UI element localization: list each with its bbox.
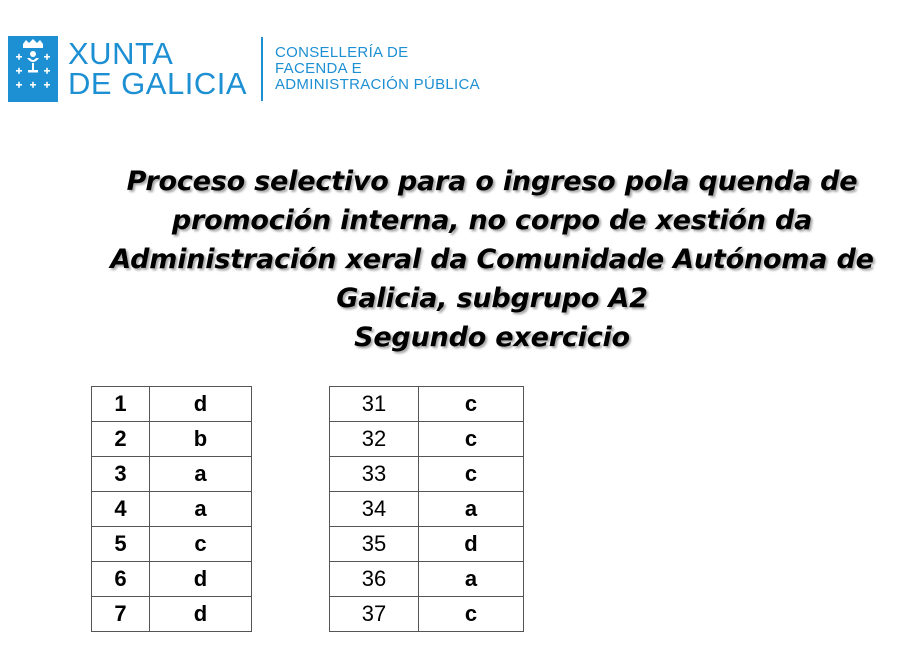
- answer-letter: d: [150, 387, 252, 422]
- answer-table-right: [329, 386, 524, 632]
- answer-table-left: [91, 386, 252, 632]
- document-title: [88, 162, 896, 357]
- question-number: 37: [330, 597, 419, 632]
- table-row: [92, 457, 252, 492]
- galicia-coat-of-arms-icon: [8, 36, 58, 102]
- question-number: 34: [330, 492, 419, 527]
- answer-letter: d: [150, 562, 252, 597]
- answer-letter: a: [419, 492, 524, 527]
- answer-letter: c: [419, 457, 524, 492]
- question-number: 7: [92, 597, 150, 632]
- xunta-line-1: XUNTA: [68, 36, 174, 71]
- table-row: [330, 387, 524, 422]
- department-line-1: CONSELLERÍA DE: [275, 44, 409, 61]
- table-row: [330, 492, 524, 527]
- question-number: 1: [92, 387, 150, 422]
- answer-letter: a: [150, 492, 252, 527]
- table-row: [92, 422, 252, 457]
- table-row: [92, 387, 252, 422]
- question-number: 33: [330, 457, 419, 492]
- table-row: [92, 597, 252, 632]
- title-line-4: Galicia, subgrupo A2: [336, 283, 648, 314]
- question-number: 6: [92, 562, 150, 597]
- xunta-line-2: DE GALICIA: [68, 66, 247, 101]
- answer-letter: c: [419, 387, 524, 422]
- table-row: [92, 562, 252, 597]
- logo-divider: [261, 37, 263, 101]
- answer-letter: c: [419, 422, 524, 457]
- answer-letter: c: [150, 527, 252, 562]
- table-row: [330, 597, 524, 632]
- question-number: 35: [330, 527, 419, 562]
- question-number: 3: [92, 457, 150, 492]
- title-line-5: Segundo exercicio: [354, 322, 630, 353]
- answer-letter: d: [150, 597, 252, 632]
- answer-letter: a: [419, 562, 524, 597]
- title-line-2: promoción interna, no corpo de xestión da: [171, 205, 813, 236]
- question-number: 36: [330, 562, 419, 597]
- title-line-1: Proceso selectivo para o ingreso pola quenda de: [126, 166, 858, 197]
- question-number: 32: [330, 422, 419, 457]
- answer-letter: c: [419, 597, 524, 632]
- question-number: 5: [92, 527, 150, 562]
- table-row: [330, 422, 524, 457]
- table-row: [330, 457, 524, 492]
- table-row: [92, 492, 252, 527]
- question-number: 2: [92, 422, 150, 457]
- table-row: [92, 527, 252, 562]
- question-number: 31: [330, 387, 419, 422]
- answer-letter: b: [150, 422, 252, 457]
- question-number: 4: [92, 492, 150, 527]
- answer-letter: a: [150, 457, 252, 492]
- department-name: [275, 45, 480, 93]
- department-line-2: FACENDA E: [275, 60, 362, 77]
- table-row: [330, 527, 524, 562]
- xunta-wordmark: [68, 36, 247, 101]
- table-row: [330, 562, 524, 597]
- answer-letter: d: [419, 527, 524, 562]
- department-line-3: ADMINISTRACIÓN PÚBLICA: [275, 76, 480, 93]
- header-logo: [8, 34, 480, 104]
- title-line-3: Administración xeral da Comunidade Autónoma de: [110, 244, 874, 275]
